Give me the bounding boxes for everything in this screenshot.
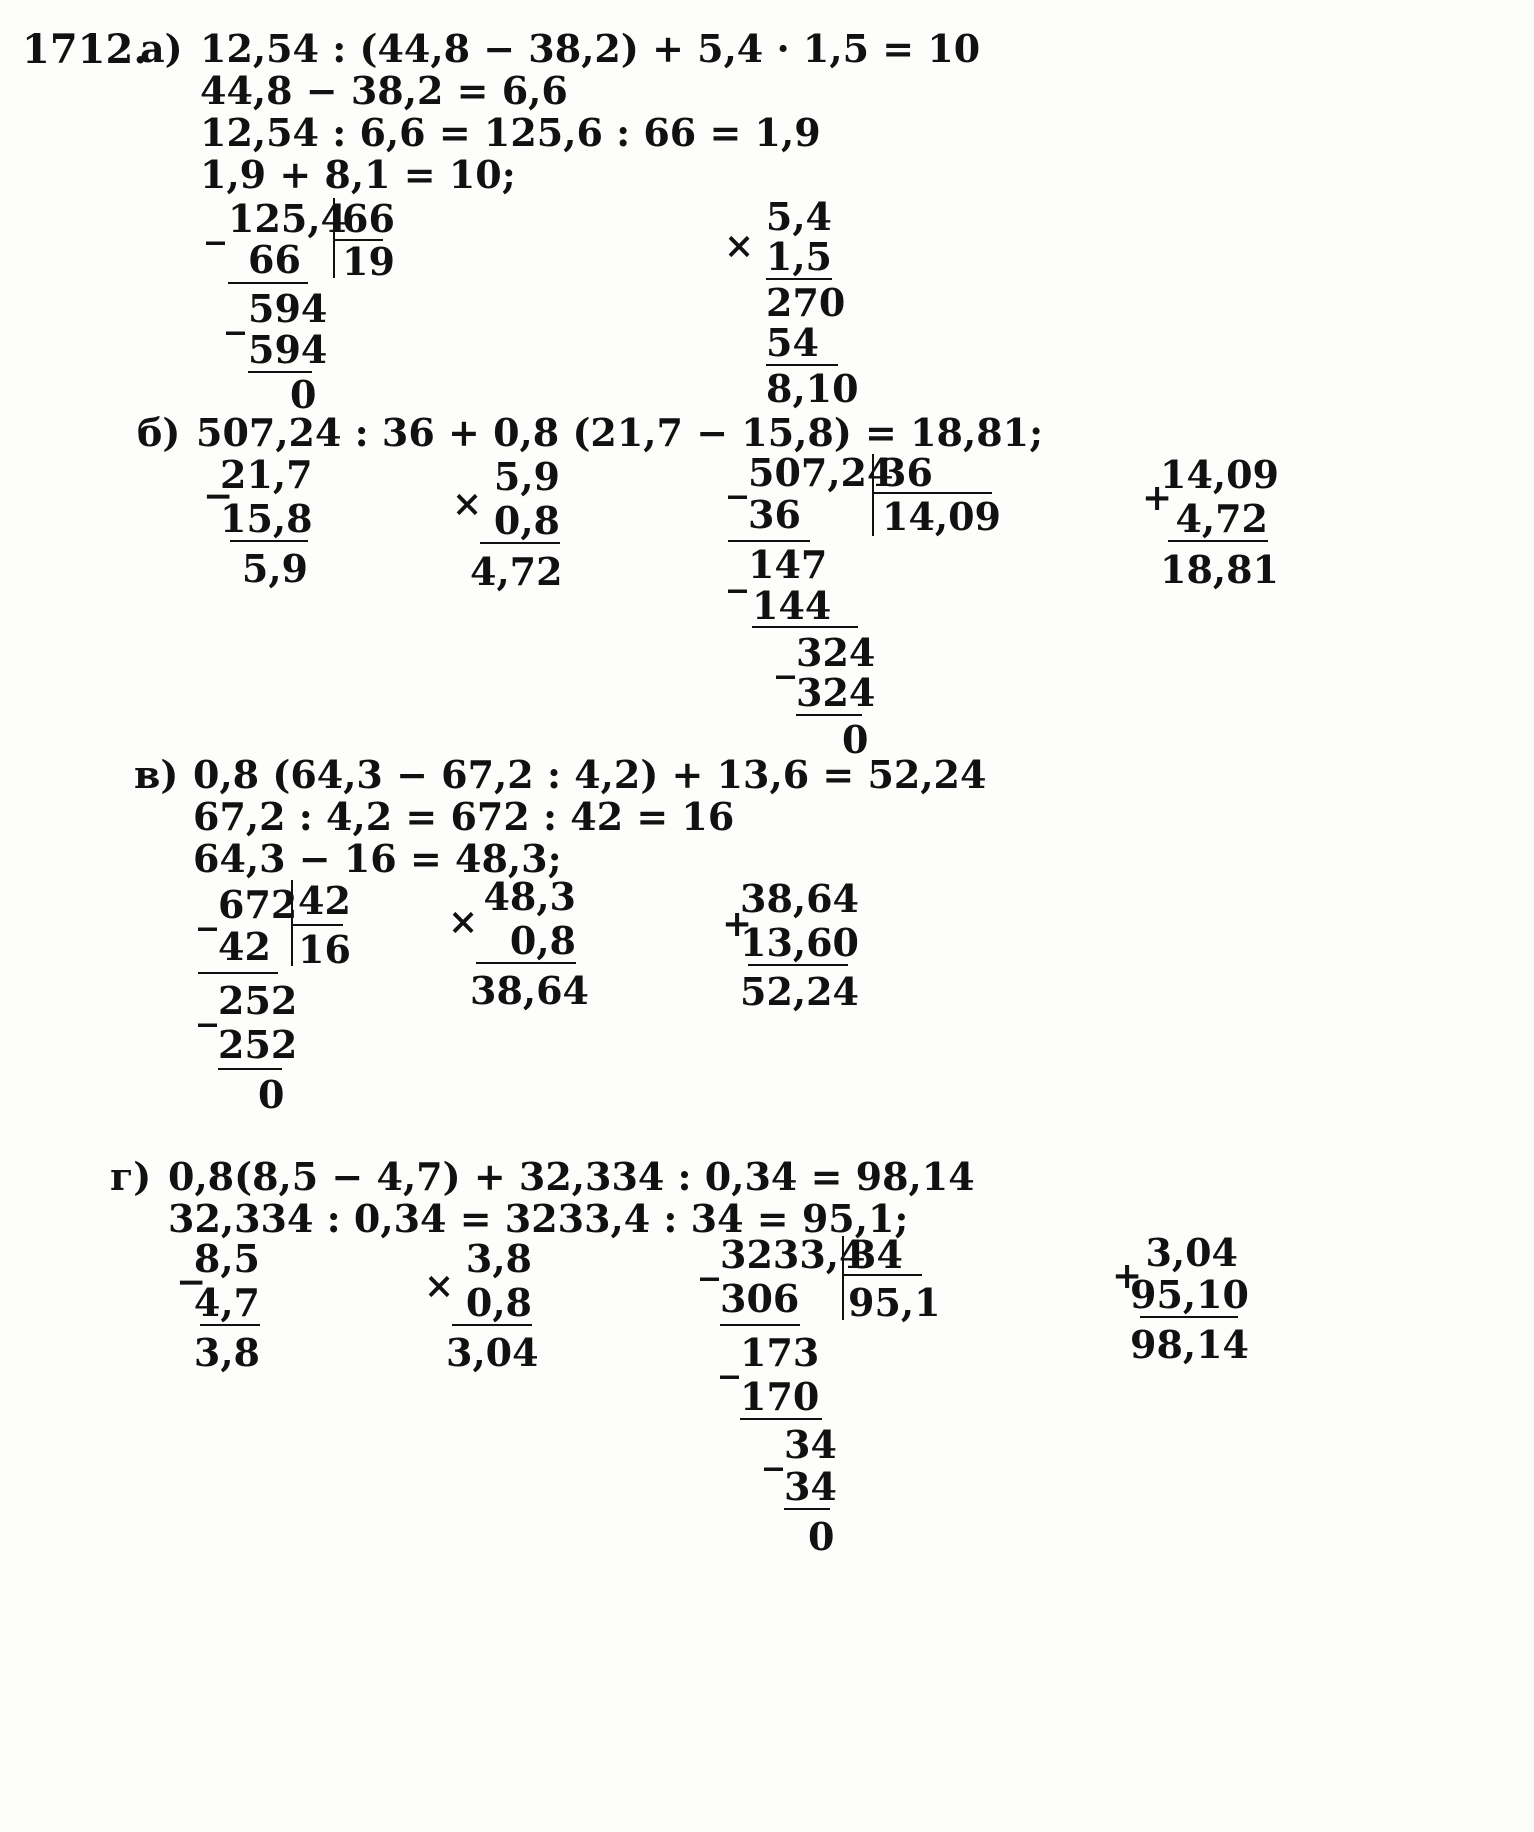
a-div-step-4: 0 [290,372,317,417]
part-a-line-4: 1,9 + 8,1 = 10; [200,152,516,197]
g-mul-line [452,1324,532,1326]
g-div-minus-2: _ [720,1334,739,1379]
g-add-result: 98,14 [1130,1322,1249,1367]
g-div-step-6: 0 [808,1514,835,1559]
v-div-dividend: 672 [218,882,298,927]
v-div-quotient: 16 [298,927,351,972]
a-div-quotient: 19 [342,239,395,284]
g-div-step-5: 34 [784,1464,837,1509]
v-add-plus-sign: + [722,903,753,945]
b-div-step-2: 147 [748,542,828,587]
v-div-quotient-line [291,924,343,926]
b-mul-times-sign: × [452,483,483,525]
b-sub-line [230,540,308,542]
v-add-b: 13,60 [740,920,859,965]
b-sub-result: 5,9 [241,546,308,591]
a-mul-result: 8,10 [766,366,859,411]
g-add-a: 3,04 [1145,1230,1238,1275]
v-div-minus-2: _ [198,982,217,1027]
g-div-dividend: 3233,4 [720,1232,866,1277]
v-div-line-1 [198,972,278,974]
a-mul-a: 5,4 [765,194,832,239]
g-div-bar [842,1236,844,1320]
b-div-step-6: 0 [842,717,869,762]
a-div-line-1 [228,282,308,284]
b-div-line-3 [796,714,862,716]
b-add-plus-sign: + [1142,477,1173,519]
a-div-minus-1: _ [206,200,225,245]
b-div-minus-1: _ [728,454,747,499]
v-div-divisor: 42 [298,878,351,923]
g-sub-b: 4,7 [193,1280,260,1325]
g-add-line [1140,1316,1238,1318]
g-div-step-4: 34 [784,1422,837,1467]
v-mul-b: 0,8 [509,918,576,963]
b-mul-a: 5,9 [493,454,560,499]
part-g-label: г) [110,1154,152,1199]
a-mul-p1: 270 [766,280,846,325]
g-div-step-1: 306 [720,1276,800,1321]
v-add-result: 52,24 [740,969,859,1014]
part-a-line-3: 12,54 : 6,6 = 125,6 : 66 = 1,9 [200,110,821,155]
b-div-step-4: 324 [796,630,876,675]
a-div-step-3: 594 [248,327,328,372]
part-v-line-1: 0,8 (64,3 − 67,2 : 4,2) + 13,6 = 52,24 [193,752,987,797]
g-mul-result: 3,04 [446,1330,539,1375]
b-sub-a: 21,7 [220,452,313,497]
g-div-line-2 [740,1418,822,1420]
a-mul-p2: 54 [766,320,819,365]
g-div-minus-1: _ [700,1236,719,1281]
g-add-b: 95,10 [1130,1272,1249,1317]
v-div-step-1: 42 [218,924,271,969]
part-a-line-1: 12,54 : (44,8 − 38,2) + 5,4 · 1,5 = 10 [200,26,981,71]
part-b-label: б) [137,410,181,455]
v-div-minus-1: _ [198,886,217,931]
b-div-divisor: 36 [880,450,933,495]
g-div-step-2: 173 [740,1330,820,1375]
a-mul-b: 1,5 [765,234,832,279]
b-mul-b: 0,8 [493,498,560,543]
b-div-line-2 [752,626,858,628]
v-add-line [748,964,848,966]
b-div-step-5: 324 [796,670,876,715]
g-sub-minus-sign: − [176,1261,207,1303]
g-mul-a: 3,8 [465,1236,532,1281]
g-div-line-3 [784,1508,830,1510]
b-div-step-1: 36 [748,492,801,537]
g-sub-a: 8,5 [193,1236,260,1281]
v-div-bar [291,880,293,966]
a-div-bar [333,198,335,278]
a-div-divisor: 66 [342,196,395,241]
v-div-line-2 [218,1068,282,1070]
part-a-label: а) [140,26,183,71]
g-mul-times-sign: × [424,1265,455,1307]
v-div-step-4: 0 [258,1072,285,1117]
g-add-plus-sign: + [1112,1255,1143,1297]
b-add-line [1168,540,1268,542]
b-div-minus-3: _ [776,634,795,679]
part-v-line-2: 67,2 : 4,2 = 672 : 42 = 16 [193,794,735,839]
part-g-line-1: 0,8(8,5 − 4,7) + 32,334 : 0,34 = 98,14 [168,1154,975,1199]
b-add-result: 18,81 [1160,547,1279,592]
part-g-line-2: 32,334 : 0,34 = 3233,4 : 34 = 95,1; [168,1196,909,1241]
part-v-line-3: 64,3 − 16 = 48,3; [193,836,562,881]
part-b-line-1: 507,24 : 36 + 0,8 (21,7 − 15,8) = 18,81; [196,410,1044,455]
g-div-step-3: 170 [740,1374,820,1419]
b-add-b: 4,72 [1175,496,1268,541]
v-mul-times-sign: × [448,901,479,943]
g-sub-line [200,1324,260,1326]
a-div-minus-2: _ [226,290,245,335]
b-mul-line [480,542,560,544]
b-div-bar [872,454,874,536]
v-mul-a: 48,3 [483,874,576,919]
g-div-quotient-line [842,1274,922,1276]
b-sub-b: 15,8 [220,496,313,541]
a-mul-times-sign: × [724,225,755,267]
v-add-a: 38,64 [740,876,859,921]
part-a-line-2: 44,8 − 38,2 = 6,6 [200,68,568,113]
b-div-minus-2: _ [728,548,747,593]
g-div-line-1 [720,1324,800,1326]
b-div-quotient: 14,09 [882,494,1001,539]
part-v-label: в) [134,752,179,797]
g-div-minus-3: _ [764,1426,783,1471]
a-div-step-1: 66 [248,237,301,282]
v-div-step-2: 252 [218,978,298,1023]
g-div-divisor: 34 [850,1232,903,1277]
v-div-step-3: 252 [218,1022,298,1067]
a-div-dividend: 125,4 [228,196,347,241]
g-sub-result: 3,8 [193,1330,260,1375]
v-mul-result: 38,64 [470,968,589,1013]
g-div-quotient: 95,1 [848,1280,941,1325]
b-add-a: 14,09 [1160,452,1279,497]
b-div-step-3: 144 [752,583,832,628]
b-div-dividend: 507,24 [748,450,894,495]
a-div-step-2: 594 [248,286,328,331]
b-mul-result: 4,72 [470,549,563,594]
problem-number: 1712. [22,26,148,73]
g-mul-b: 0,8 [465,1280,532,1325]
b-sub-minus-sign: − [203,475,234,517]
v-mul-line [476,962,576,964]
